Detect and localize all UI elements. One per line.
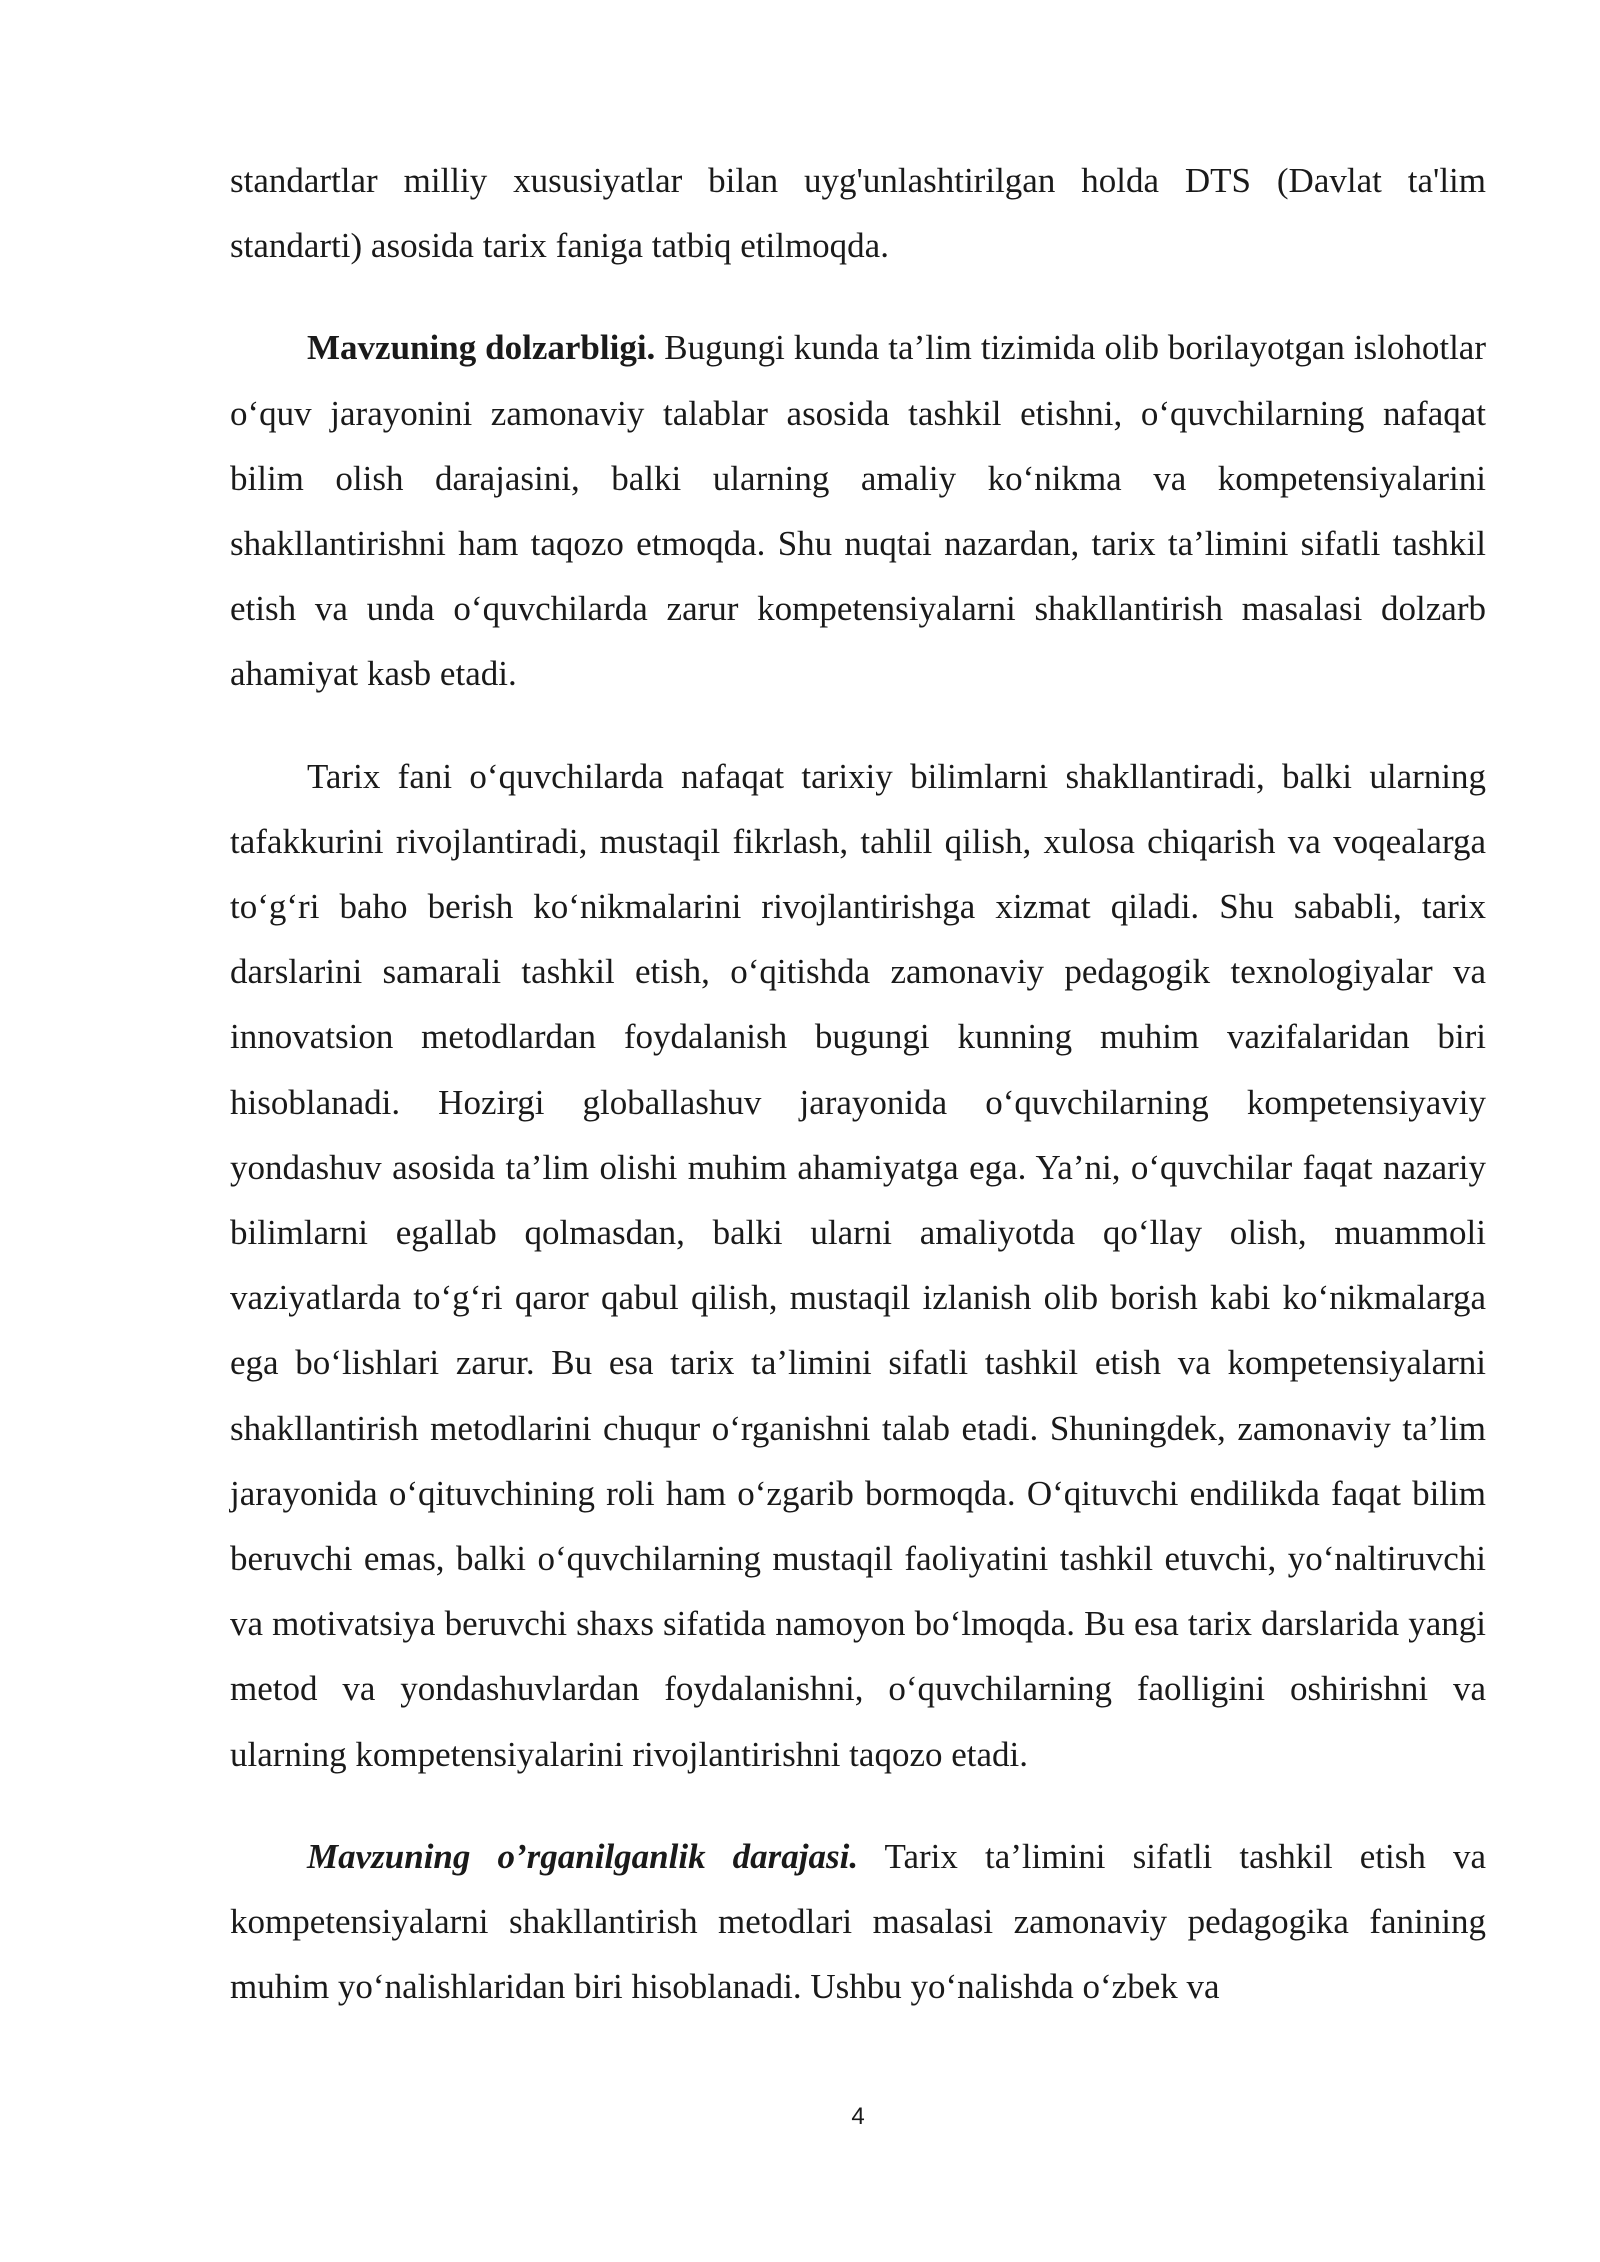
paragraph-history-subject [230,744,1486,1787]
paragraph-text: Tarix ta’limini sifatli tashkil etish va kompetensiyalarni shakllantirish metodlari masalasi zamonaviy pedagogika fanining muhim yo‘nalishlaridan biri hisoblanadi. Ushbu yo‘nalishda o‘zbek va [230,1836,1486,2007]
paragraph-text: standartlar milliy xususiyatlar bilan uyg'unlashtirilgan holda DTS (Davlat ta'lim standarti) asosida tarix faniga tatbiq etilmoqda. [230,161,1486,266]
paragraph-text: Tarix fani o‘quvchilarda nafaqat tarixiy bilimlarni shakllantiradi, balki ularning tafakkurini rivojlantiradi, mustaqil fikrlash, tahlil qilish, xulosa chiqarish va voqealarga to‘g‘ri baho berish ko‘nikmalarini rivojlantirishga xizmat qiladi. Shu sababli, tarix darslarini samarali tashkil etish, o‘qitishda zamonaviy pedagogik texnologiyalar va innovatsion metodlardan foydalanish bugungi kunning muhim vazifalaridan biri hisoblanadi. Hozirgi globallashuv jarayonida o‘quvchilarning kompetensiyaviy yondashuv asosida ta’lim olishi muhim ahamiyatga ega. Ya’ni, o‘quvchilar faqat nazariy bilimlarni egallab qolmasdan, balki ularni amaliyotda qo‘llay olish, muammoli vaziyatlarda to‘g‘ri qaror qabul qilish, mustaqil izlanish olib borish kabi ko‘nikmalarga ega bo‘lishlari zarur. Bu esa tarix ta’limini sifatli tashkil etish va kompetensiyalarni shakllantirish metodlarini chuqur o‘rganishni talab etadi. Shuningdek, zamonaviy ta’lim jarayonida o‘qituvchining roli ham o‘zgarib bormoqda. O‘qituvchi endilikda faqat bilim beruvchi emas, balki o‘quvchilarning mustaqil faoliyatini tashkil etuvchi, yo‘naltiruvchi va motivatsiya beruvchi shaxs sifatida namoyon bo‘lmoqda. Bu esa tarix darslarida yangi metod va yondashuvlardan foydalanishni, o‘quvchilarning faolligini oshirishni va ularning kompetensiyalarini rivojlantirishni taqozo etadi. [230,756,1486,1774]
section-heading-study-degree: Mavzuning o’rganilganlik darajasi. [307,1836,859,1876]
paragraph-relevance [230,315,1486,706]
paragraph-text: Bugungi kunda ta’lim tizimida olib borilayotgan islohotlar o‘quv jarayonini zamonaviy talablar asosida tashkil etishni, o‘quvchilarning nafaqat bilim olish darajasini, balki ularning amaliy ko‘nikma va kompetensiyalarini shakllantirishni ham taqozo etmoqda. Shu nuqtai nazardan, tarix ta’limini sifatli tashkil etish va unda o‘quvchilarda zarur kompetensiyalarni shakllantirish masalasi dolzarb ahamiyat kasb etadi. [230,328,1486,694]
section-heading-relevance: Mavzuning dolzarbligi. [307,328,656,368]
paragraph-continuation [230,148,1486,278]
document-page [230,148,1486,2019]
page-number: 4 [851,2103,865,2130]
paragraph-study-degree [230,1824,1486,2020]
